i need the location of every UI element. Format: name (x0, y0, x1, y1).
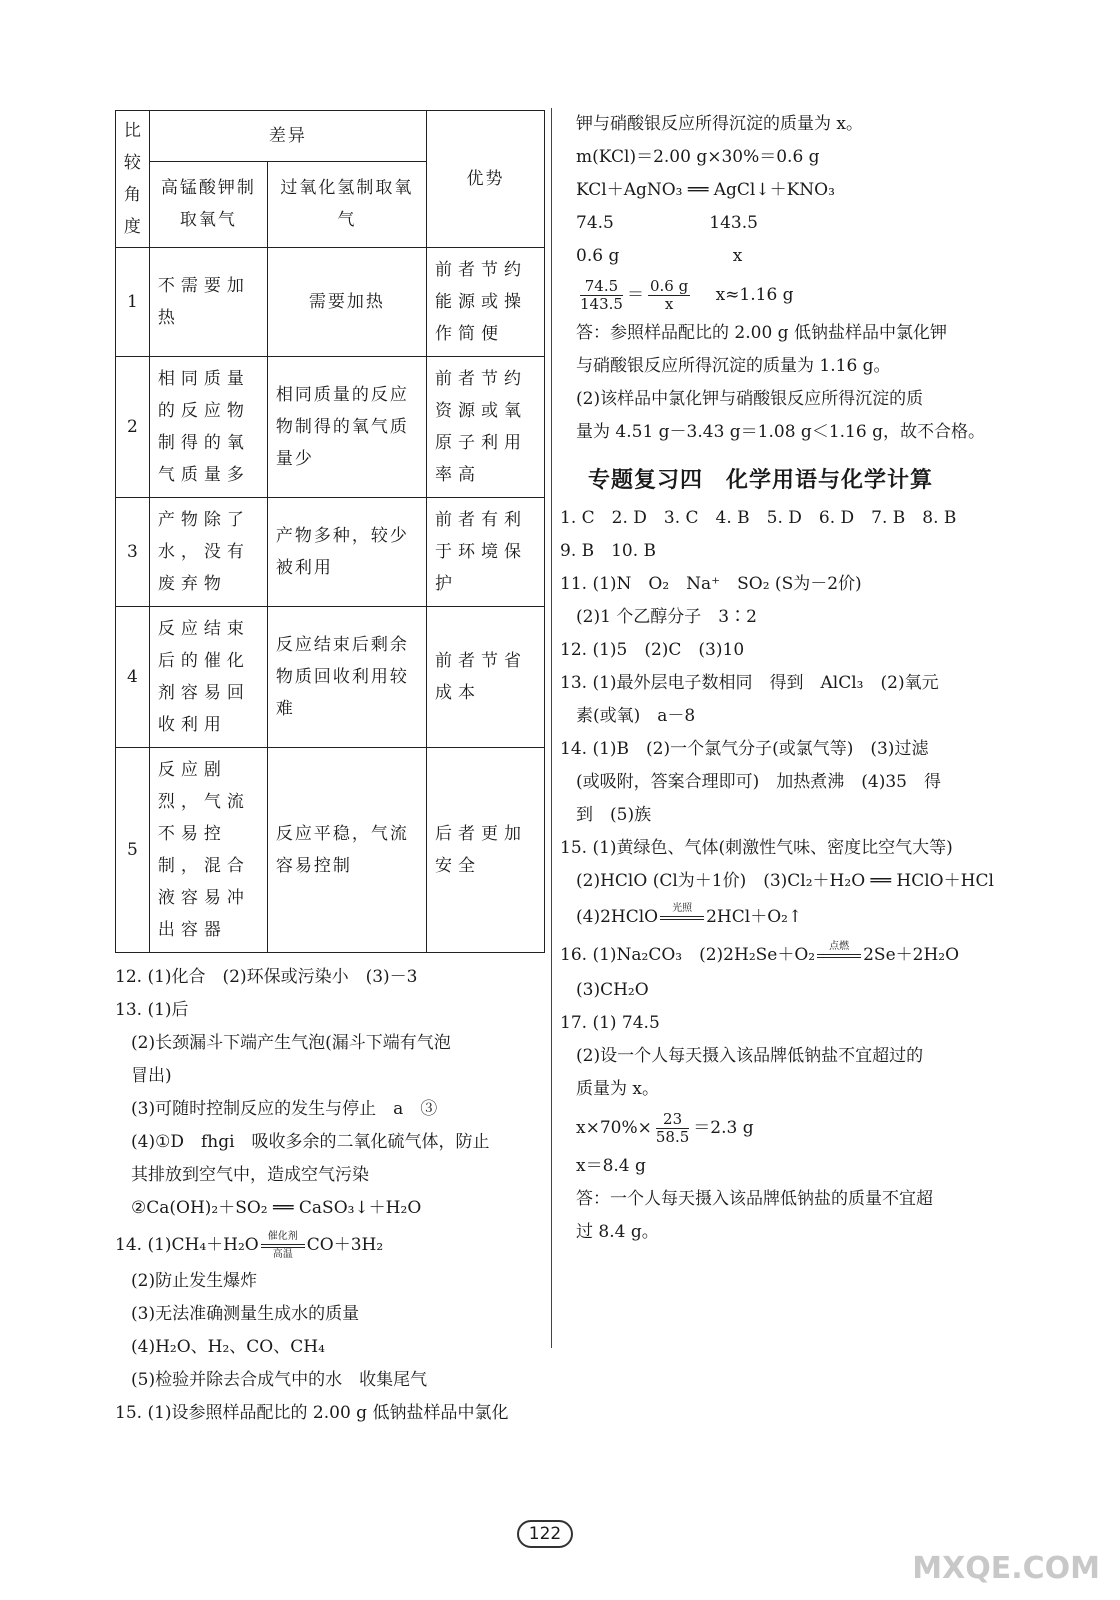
cell-kmno4: 产物除了水，没有废弃物 (149, 498, 267, 607)
answer-line: (或吸附，答案合理即可) 加热煮沸 (4)35 得 (576, 772, 941, 792)
comparison-table (115, 110, 545, 953)
answer-line: (2)HClO (Cl为＋1价) (3)Cl₂＋H₂O ══ HClO＋HCl (576, 871, 994, 891)
answer-line: (2)1 个乙醇分子 3∶2 (576, 607, 757, 627)
left-column (115, 110, 547, 1430)
section-title: 专题复习四 化学用语与化学计算 (588, 468, 934, 493)
answer-line: 13. (1)最外层电子数相同 得到 AlCl₃ (2)氧元 (560, 673, 939, 693)
equation-line (560, 1106, 1020, 1150)
numerator: 23 (656, 1111, 689, 1129)
equation-line (560, 898, 1020, 936)
answer-line: 质量为 x。 (576, 1079, 659, 1099)
cell-h2o2: 产物多种，较少被利用 (267, 498, 426, 607)
answer-line: 钾与硝酸银反应所得沉淀的质量为 x。 (576, 114, 863, 134)
ignite-label: 点燃 (829, 940, 850, 952)
answer-line: 15. (1)黄绿色、气体(刺激性气味、密度比空气大等) (560, 838, 953, 858)
equation-right: ＝2.3 g (693, 1118, 754, 1138)
cell-h2o2: 反应平稳，气流容易控制 (267, 748, 426, 953)
answer-line: (4)①D fhgi 吸收多余的二氧化硫气体，防止 (131, 1132, 490, 1152)
cell-kmno4: 反应结束后的催化剂容易回收利用 (149, 607, 267, 748)
proportion-line: $\frac{74.5}{143.5}$ ＝ $\frac{0.6 g}{x}$ x≈1.16 g (580, 277, 794, 313)
row-number: 2 (116, 357, 150, 498)
header-diff: 差异 (149, 111, 426, 162)
answer-line: 9. B 10. B (560, 541, 657, 561)
equation-line (115, 1225, 547, 1265)
condition-arrow (261, 1232, 305, 1260)
cell-advantage: 前者节约能源或操作简便 (426, 248, 544, 357)
header-kmno4: 高锰酸钾制取氧气 (149, 161, 267, 247)
cell-advantage: 前者有利于环境保护 (426, 498, 544, 607)
table-row (116, 498, 545, 607)
cell-h2o2: 需要加热 (267, 248, 426, 357)
page-number (505, 1520, 585, 1548)
answer-line: 答：参照样品配比的 2.00 g 低钠盐样品中氯化钾 (576, 323, 947, 343)
result: x≈1.16 g (715, 285, 794, 305)
equation-right: 2Se＋2H₂O (863, 945, 960, 965)
condition-arrow (660, 904, 704, 932)
answer-line: (3)CH₂O (576, 980, 649, 1000)
answer-line: 15. (1)设参照样品配比的 2.00 g 低钠盐样品中氯化 (115, 1403, 509, 1423)
answer-line: 1. C 2. D 3. C 4. B 5. D 6. D 7. B 8. B (560, 508, 957, 528)
numerator: 74.5 (580, 278, 623, 296)
cell-advantage: 前者节约资源或氧原子利用率高 (426, 357, 544, 498)
answer-line (560, 207, 1020, 240)
equation-left: 14. (1)CH₄＋H₂O (115, 1235, 259, 1255)
condition-arrow (817, 942, 861, 970)
answer-line: (3)可随时控制反应的发生与停止 a ③ (131, 1099, 438, 1119)
answer-line: 冒出) (131, 1066, 172, 1086)
answer-line: 其排放到空气中，造成空气污染 (131, 1165, 369, 1185)
answer-line: (3)无法准确测量生成水的质量 (131, 1304, 360, 1324)
row-number: 3 (116, 498, 150, 607)
answer-line: 14. (1)B (2)一个氯气分子(或氯气等) (3)过滤 (560, 739, 929, 759)
equation-right: CO＋3H₂ (306, 1235, 384, 1255)
answer-line: ②Ca(OH)₂＋SO₂ ══ CaSO₃↓＋H₂O (131, 1198, 422, 1218)
answer-line: 答：一个人每天摄入该品牌低钠盐的质量不宜超 (576, 1189, 933, 1209)
cell-kmno4: 不需要加热 (149, 248, 267, 357)
watermark: MXQE.COM (912, 1551, 1100, 1586)
answer-line: (2)长颈漏斗下端产生气泡(漏斗下端有气泡 (131, 1033, 451, 1053)
page-number-badge: 122 (517, 1520, 573, 1548)
table-row (116, 748, 545, 953)
column-divider (551, 108, 552, 1348)
numerator: 0.6 g (649, 277, 689, 295)
light-label: 光照 (672, 902, 693, 914)
row-number: 4 (116, 607, 150, 748)
row-number: 1 (116, 248, 150, 357)
fraction (580, 278, 623, 313)
answer-line: 与硝酸银反应所得沉淀的质量为 1.16 g。 (576, 356, 891, 376)
cell-advantage: 后者更加安全 (426, 748, 544, 953)
cell-h2o2: 相同质量的反应物制得的氧气质量少 (267, 357, 426, 498)
answer-line: 过 8.4 g。 (576, 1222, 659, 1242)
cell-advantage: 前者节省成本 (426, 607, 544, 748)
kcl-mass: 74.5 (576, 213, 614, 233)
row-number: 5 (116, 748, 150, 953)
answer-line: (2)防止发生爆炸 (131, 1271, 258, 1291)
agcl-mass: 143.5 (709, 213, 758, 233)
table-row (116, 357, 545, 498)
answer-line: 到 (5)族 (576, 805, 652, 825)
catalyst-label: 催化剂 (267, 1230, 298, 1242)
table-row (116, 607, 545, 748)
cell-kmno4: 反应剧烈，气流不易控制，混合液容易冲出容器 (149, 748, 267, 953)
fraction (656, 1111, 689, 1146)
answer-line: m(KCl)＝2.00 g×30%＝0.6 g (576, 147, 820, 167)
answer-line: (2)该样品中氯化钾与硝酸银反应所得沉淀的质 (576, 389, 924, 409)
header-h2o2: 过氧化氢制取氧气 (267, 161, 426, 247)
equation-left: (4)2HClO (576, 907, 659, 927)
temperature-label: 高温 (272, 1248, 293, 1260)
equation-right: 2HCl＋O₂↑ (706, 907, 803, 927)
fraction (648, 278, 690, 313)
answer-line: 17. (1) 74.5 (560, 1013, 660, 1033)
table-row (116, 248, 545, 357)
equation-left: 16. (1)Na₂CO₃ (2)2H₂Se＋O₂ (560, 945, 816, 965)
equation-left: x×70%× (576, 1118, 652, 1138)
answer-line: (4)H₂O、H₂、CO、CH₄ (131, 1337, 325, 1357)
kcl-value: 0.6 g (576, 246, 620, 266)
answer-line: 量为 4.51 g－3.43 g＝1.08 g＜1.16 g，故不合格。 (576, 422, 985, 442)
answer-line: (2)设一个人每天摄入该品牌低钠盐不宜超过的 (576, 1046, 924, 1066)
answer-line: (5)检验并除去合成气中的水 收集尾气 (131, 1370, 428, 1390)
denominator: 143.5 (580, 295, 623, 313)
header-angle: 比较角度 (116, 111, 150, 248)
answer-line: 12. (1)5 (2)C (3)10 (560, 640, 745, 660)
denominator: x (664, 295, 674, 313)
answer-line: 12. (1)化合 (2)环保或污染小 (3)－3 (115, 967, 418, 987)
answer-line: KCl＋AgNO₃ ══ AgCl↓＋KNO₃ (576, 180, 835, 200)
answer-line: 13. (1)后 (115, 1000, 189, 1020)
x-value: x (732, 246, 743, 266)
equation-line (560, 936, 1020, 974)
header-advantage: 优势 (426, 111, 544, 248)
cell-h2o2: 反应结束后剩余物质回收利用较难 (267, 607, 426, 748)
cell-kmno4: 相同质量的反应物制得的氧气质量多 (149, 357, 267, 498)
answer-line (560, 240, 1020, 273)
left-answers (115, 961, 547, 1430)
answer-line: 11. (1)N O₂ Na⁺ SO₂ (S为－2价) (560, 574, 862, 594)
denominator: 58.5 (655, 1128, 690, 1146)
answer-line: 素(或氧) a－8 (576, 706, 696, 726)
right-column (560, 108, 1020, 1249)
answer-line: x＝8.4 g (576, 1156, 646, 1176)
